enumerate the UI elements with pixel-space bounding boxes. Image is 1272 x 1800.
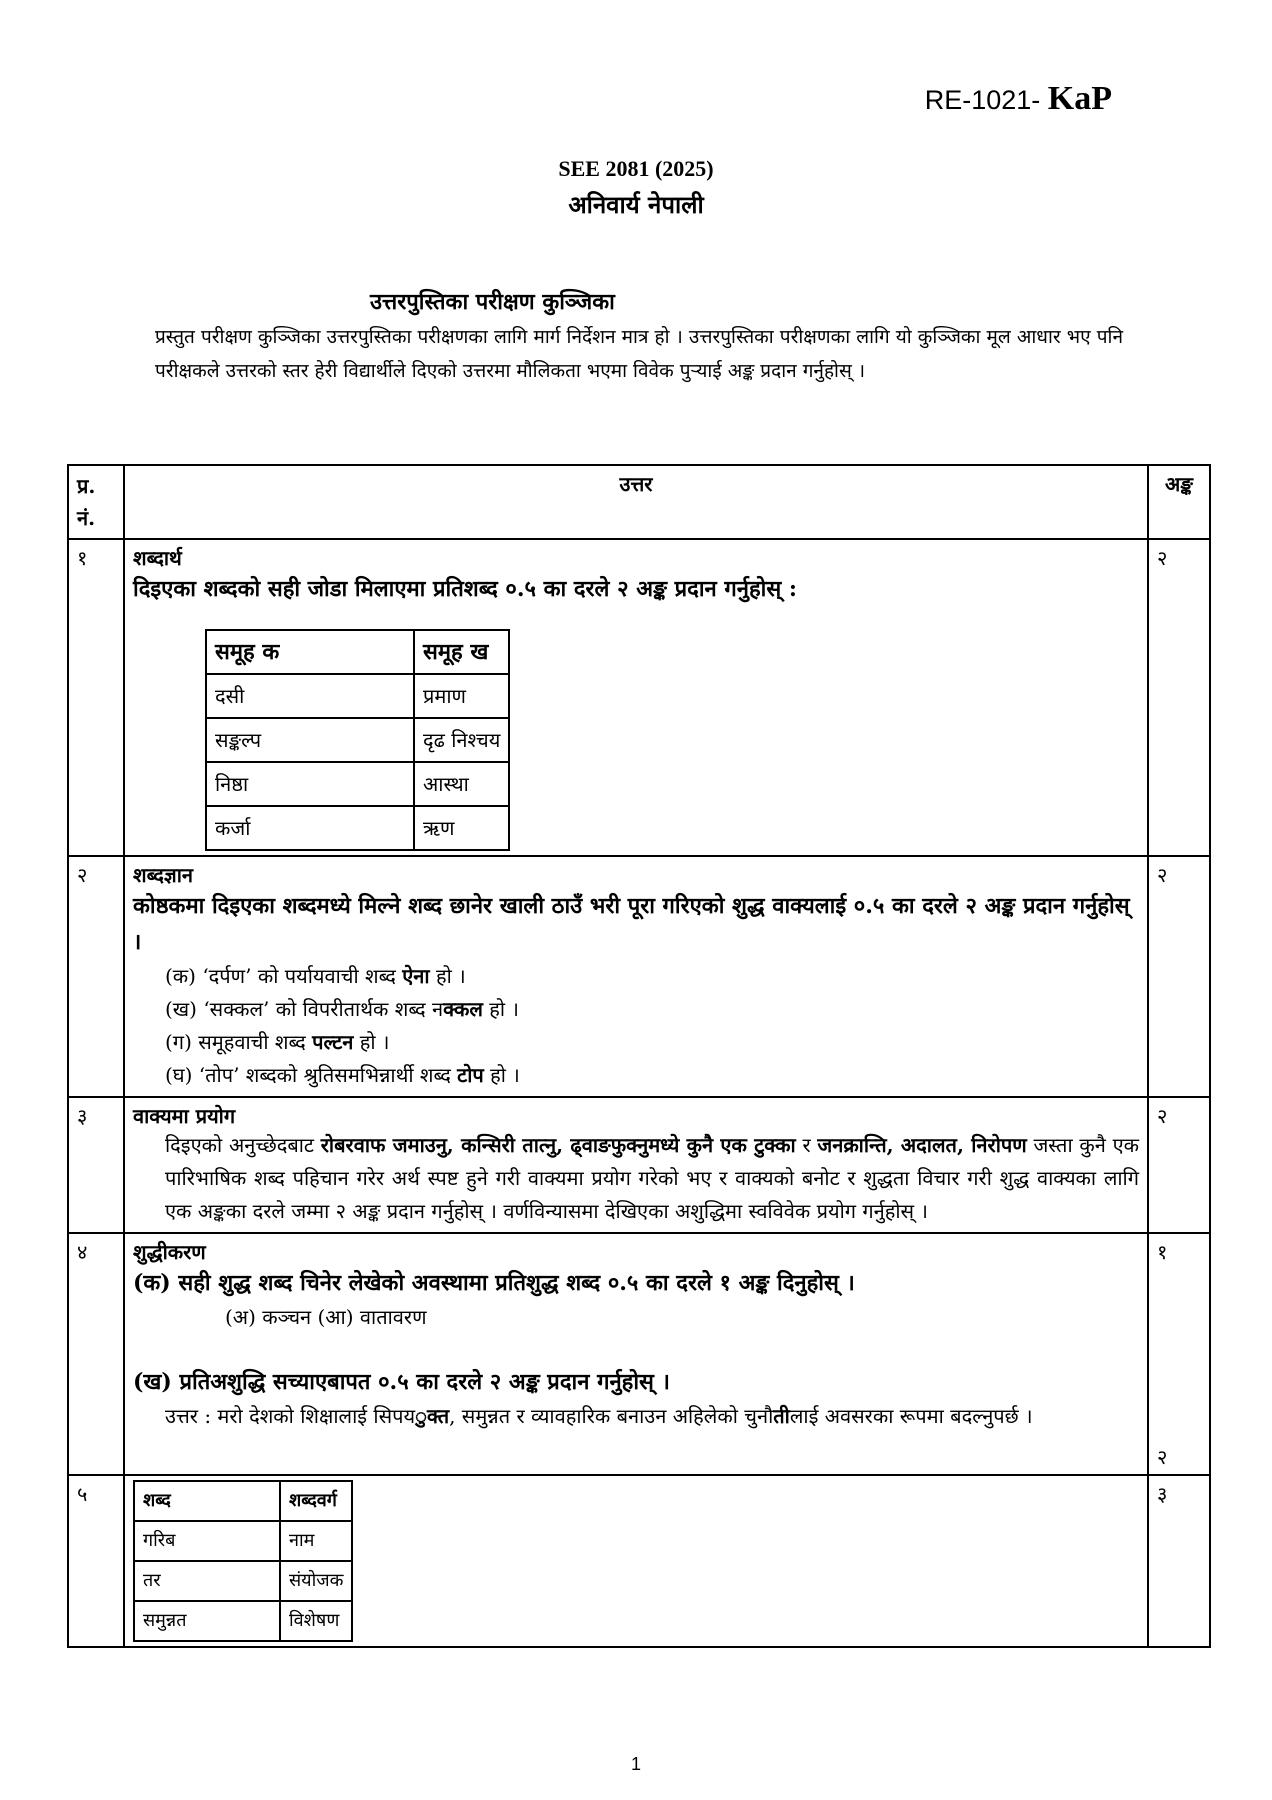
marks: २ <box>1148 1097 1210 1233</box>
answer-paragraph: दिइएको अनुच्छेदबाट रोबरवाफ जमाउनु, कन्सिरी तात्नु, ढ्वाङफुक्नुमध्ये कुनै एक टुक्का र जनक्रान्ति, अदालत, निरोपण जस्ता कुनै एक पारिभाषिक शब्द पहिचान गरेर अर्थ स्पष्ट हुने गरी वाक्यमा प्रयोग गरेको भए र वाक्यको बनोट र शुद्धता विचार गरी शुद्ध वाक्यका लागि एक अङ्कका दरले जम्मा २ अङ्क प्रदान गर्नुहोस् । वर्णविन्यासमा देखिएका अशुद्धिमा स्वविवेक प्रयोग गर्नुहोस् । <box>165 1133 1139 1223</box>
section-title: शब्दार्थ <box>133 546 182 570</box>
instruction: कोष्ठकमा दिइएका शब्दमध्ये मिल्ने शब्द छानेर खाली ठाउँ भरी पूरा गरिएको शुद्ध वाक्यलाई ०.५ का दरले २ अङ्क प्रदान गर्नुहोस् । <box>133 893 1130 955</box>
question-no: ५ <box>68 1475 124 1647</box>
marks-cell <box>1148 1233 1210 1475</box>
document-code-suffix: KaP <box>1047 80 1112 117</box>
pair-b: आस्था <box>414 762 509 806</box>
pair-a: निष्ठा <box>206 762 414 806</box>
word-class-table <box>133 1480 353 1642</box>
table-header-row <box>68 465 1210 539</box>
answer-cell <box>124 1475 1148 1647</box>
document-code: RE-1021- KaP <box>924 80 1112 117</box>
match-pairs <box>205 629 510 851</box>
section-title: वाक्यमा प्रयोग <box>133 1104 236 1128</box>
marks: ३ <box>1148 1475 1210 1647</box>
answer-line: (घ) ‘तोप’ शब्दको श्रुतिसमभिन्नार्थी शब्द टोप हो । <box>165 1063 520 1087</box>
answer-line: (ग) समूहवाची शब्द पल्टन हो । <box>165 1030 390 1054</box>
word-header: शब्द <box>134 1481 280 1521</box>
answer-cell <box>124 1233 1148 1475</box>
instruction-b: (ख) प्रतिअशुद्धि सच्याएबापत ०.५ का दरले २ अङ्क प्रदान गर्नुहोस् । <box>133 1369 670 1395</box>
pair-b: प्रमाण <box>414 674 509 718</box>
pair-a: दसी <box>206 674 414 718</box>
header-question-no: प्र. नं. <box>68 465 124 539</box>
header-marks: अङ्क <box>1148 465 1210 539</box>
section-title: शब्दज्ञान <box>133 863 193 887</box>
question-no: ४ <box>68 1233 124 1475</box>
word: गरिब <box>134 1521 280 1561</box>
marks: २ <box>1148 856 1210 1097</box>
answer-b: उत्तर : मरो देशको शिक्षालाई सिपयुक्त, समुन्नत र व्यावहारिक बनाउन अहिलेको चुनौतीलाई अवसरका रूपमा बदल्नुपर्छ । <box>165 1404 1033 1428</box>
marks: १ <box>1157 1240 1168 1264</box>
answer-cell <box>124 539 1148 856</box>
pair-b: ऋण <box>414 806 509 850</box>
instruction: दिइएका शब्दको सही जोडा मिलाएमा प्रतिशब्द ०.५ का दरले २ अङ्क प्रदान गर्नुहोस् : <box>133 576 798 602</box>
word-class: विशेषण <box>280 1601 352 1641</box>
instruction-a: (क) सही शुद्ध शब्द चिनेर लेखेको अवस्थामा प्रतिशुद्ध शब्द ०.५ का दरले १ अङ्क दिनुहोस् । <box>133 1270 855 1296</box>
question-no: ३ <box>68 1097 124 1233</box>
group-a-header: समूह क <box>206 630 414 674</box>
word-class: नाम <box>280 1521 352 1561</box>
page-number: 1 <box>630 1754 641 1774</box>
intro-paragraph: प्रस्तुत परीक्षण कुञ्जिका उत्तरपुस्तिका परीक्षणका लागि मार्ग निर्देशन मात्र हो । उत्तरपुस्तिका परीक्षणका लागि यो कुञ्जिका मूल आधार भए पनि परीक्षकले उत्तरको स्तर हेरी विद्यार्थीले दिएको उत्तरमा मौलिकता भएमा विवेक पुऱ्याई अङ्क प्रदान गर्नुहोस् । <box>155 326 1123 382</box>
answer-line: (क) ‘दर्पण’ को पर्यायवाची शब्द ऐना हो । <box>165 964 466 988</box>
header-answer: उत्तर <box>124 465 1148 539</box>
question-no: १ <box>68 539 124 856</box>
pair-a: सङ्कल्प <box>206 718 414 762</box>
table-row <box>68 1475 1210 1647</box>
answer-key-table <box>67 464 1211 1648</box>
table-row <box>68 1097 1210 1233</box>
answer-cell <box>124 856 1148 1097</box>
key-title: उत्तरपुस्तिका परीक्षण कुञ्जिका <box>370 289 615 315</box>
marks: २ <box>1157 1445 1168 1469</box>
section-title: शुद्धीकरण <box>133 1240 206 1264</box>
exam-title: SEE 2081 (2025) <box>558 156 714 181</box>
group-b-header: समूह ख <box>414 630 509 674</box>
table-row <box>68 856 1210 1097</box>
word-class-header: शब्दवर्ग <box>280 1481 352 1521</box>
table-row <box>68 1233 1210 1475</box>
pair-b: दृढ निश्चय <box>414 718 509 762</box>
marks: २ <box>1148 539 1210 856</box>
answer-line: (ख) ‘सक्कल’ को विपरीतार्थक शब्द नक्कल हो । <box>165 997 520 1021</box>
word-class: संयोजक <box>280 1561 352 1601</box>
answer-a: (अ) कञ्चन (आ) वातावरण <box>225 1305 427 1329</box>
subject-title: अनिवार्य नेपाली <box>568 190 704 219</box>
word: तर <box>134 1561 280 1601</box>
question-no: २ <box>68 856 124 1097</box>
word: समुन्नत <box>134 1601 280 1641</box>
answer-cell <box>124 1097 1148 1233</box>
pair-a: कर्जा <box>206 806 414 850</box>
table-row <box>68 539 1210 856</box>
